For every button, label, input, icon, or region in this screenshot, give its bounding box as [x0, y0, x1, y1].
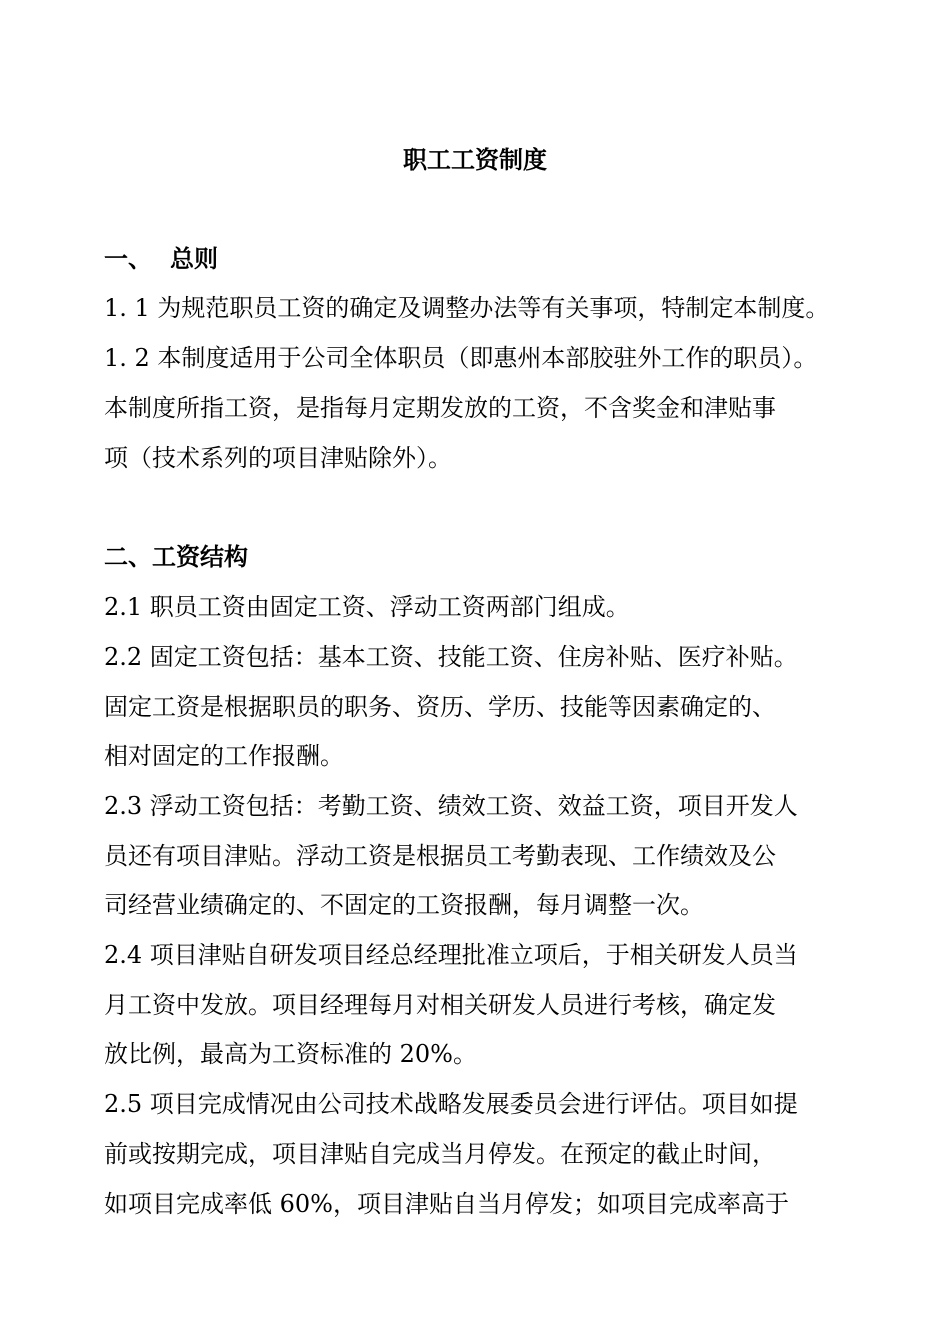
section-heading-salary-structure: 二、工资结构 — [104, 542, 248, 571]
paragraph-line: 前或按期完成，项目津贴自完成当月停发。在预定的截止时间， — [104, 1140, 776, 1168]
paragraph-line: 2.5 项目完成情况由公司技术战略发展委员会进行评估。项目如提 — [104, 1090, 798, 1118]
paragraph-line: 项（技术系列的项目津贴除外）。 — [104, 444, 452, 472]
paragraph-line: 本制度所指工资，是指每月定期发放的工资，不含奖金和津贴事 — [104, 394, 776, 422]
paragraph-line: 1. 1 为规范职员工资的确定及调整办法等有关事项，特制定本制度。 — [104, 294, 830, 322]
paragraph-line: 月工资中发放。项目经理每月对相关研发人员进行考核，确定发 — [104, 991, 776, 1019]
document-title: 职工工资制度 — [403, 145, 547, 174]
paragraph-line: 2.4 项目津贴自研发项目经总经理批准立项后，于相关研发人员当 — [104, 941, 798, 969]
paragraph-line: 2.1 职员工资由固定工资、浮动工资两部门组成。 — [104, 593, 630, 621]
paragraph-line: 1. 2 本制度适用于公司全体职员（即惠州本部胶驻外工作的职员）。 — [104, 344, 818, 372]
paragraph-line: 2.3 浮动工资包括：考勤工资、绩效工资、效益工资，项目开发人 — [104, 792, 798, 820]
paragraph-line: 固定工资是根据职员的职务、资历、学历、技能等因素确定的、 — [104, 693, 776, 721]
paragraph-line: 司经营业绩确定的、不固定的工资报酬，每月调整一次。 — [104, 891, 704, 919]
section-heading-general — [104, 241, 218, 277]
paragraph-line: 放比例，最高为工资标准的 20%。 — [104, 1040, 477, 1068]
section-number: 一、 — [104, 244, 152, 273]
paragraph-line: 2.2 固定工资包括：基本工资、技能工资、住房补贴、医疗补贴。 — [104, 643, 798, 671]
paragraph-line: 员还有项目津贴。浮动工资是根据员工考勤表现、工作绩效及公 — [104, 842, 776, 870]
paragraph-line: 如项目完成率低 60%，项目津贴自当月停发；如项目完成率高于 — [104, 1190, 789, 1218]
paragraph-line: 相对固定的工作报酬。 — [104, 742, 344, 770]
section-title: 总则 — [170, 244, 218, 273]
